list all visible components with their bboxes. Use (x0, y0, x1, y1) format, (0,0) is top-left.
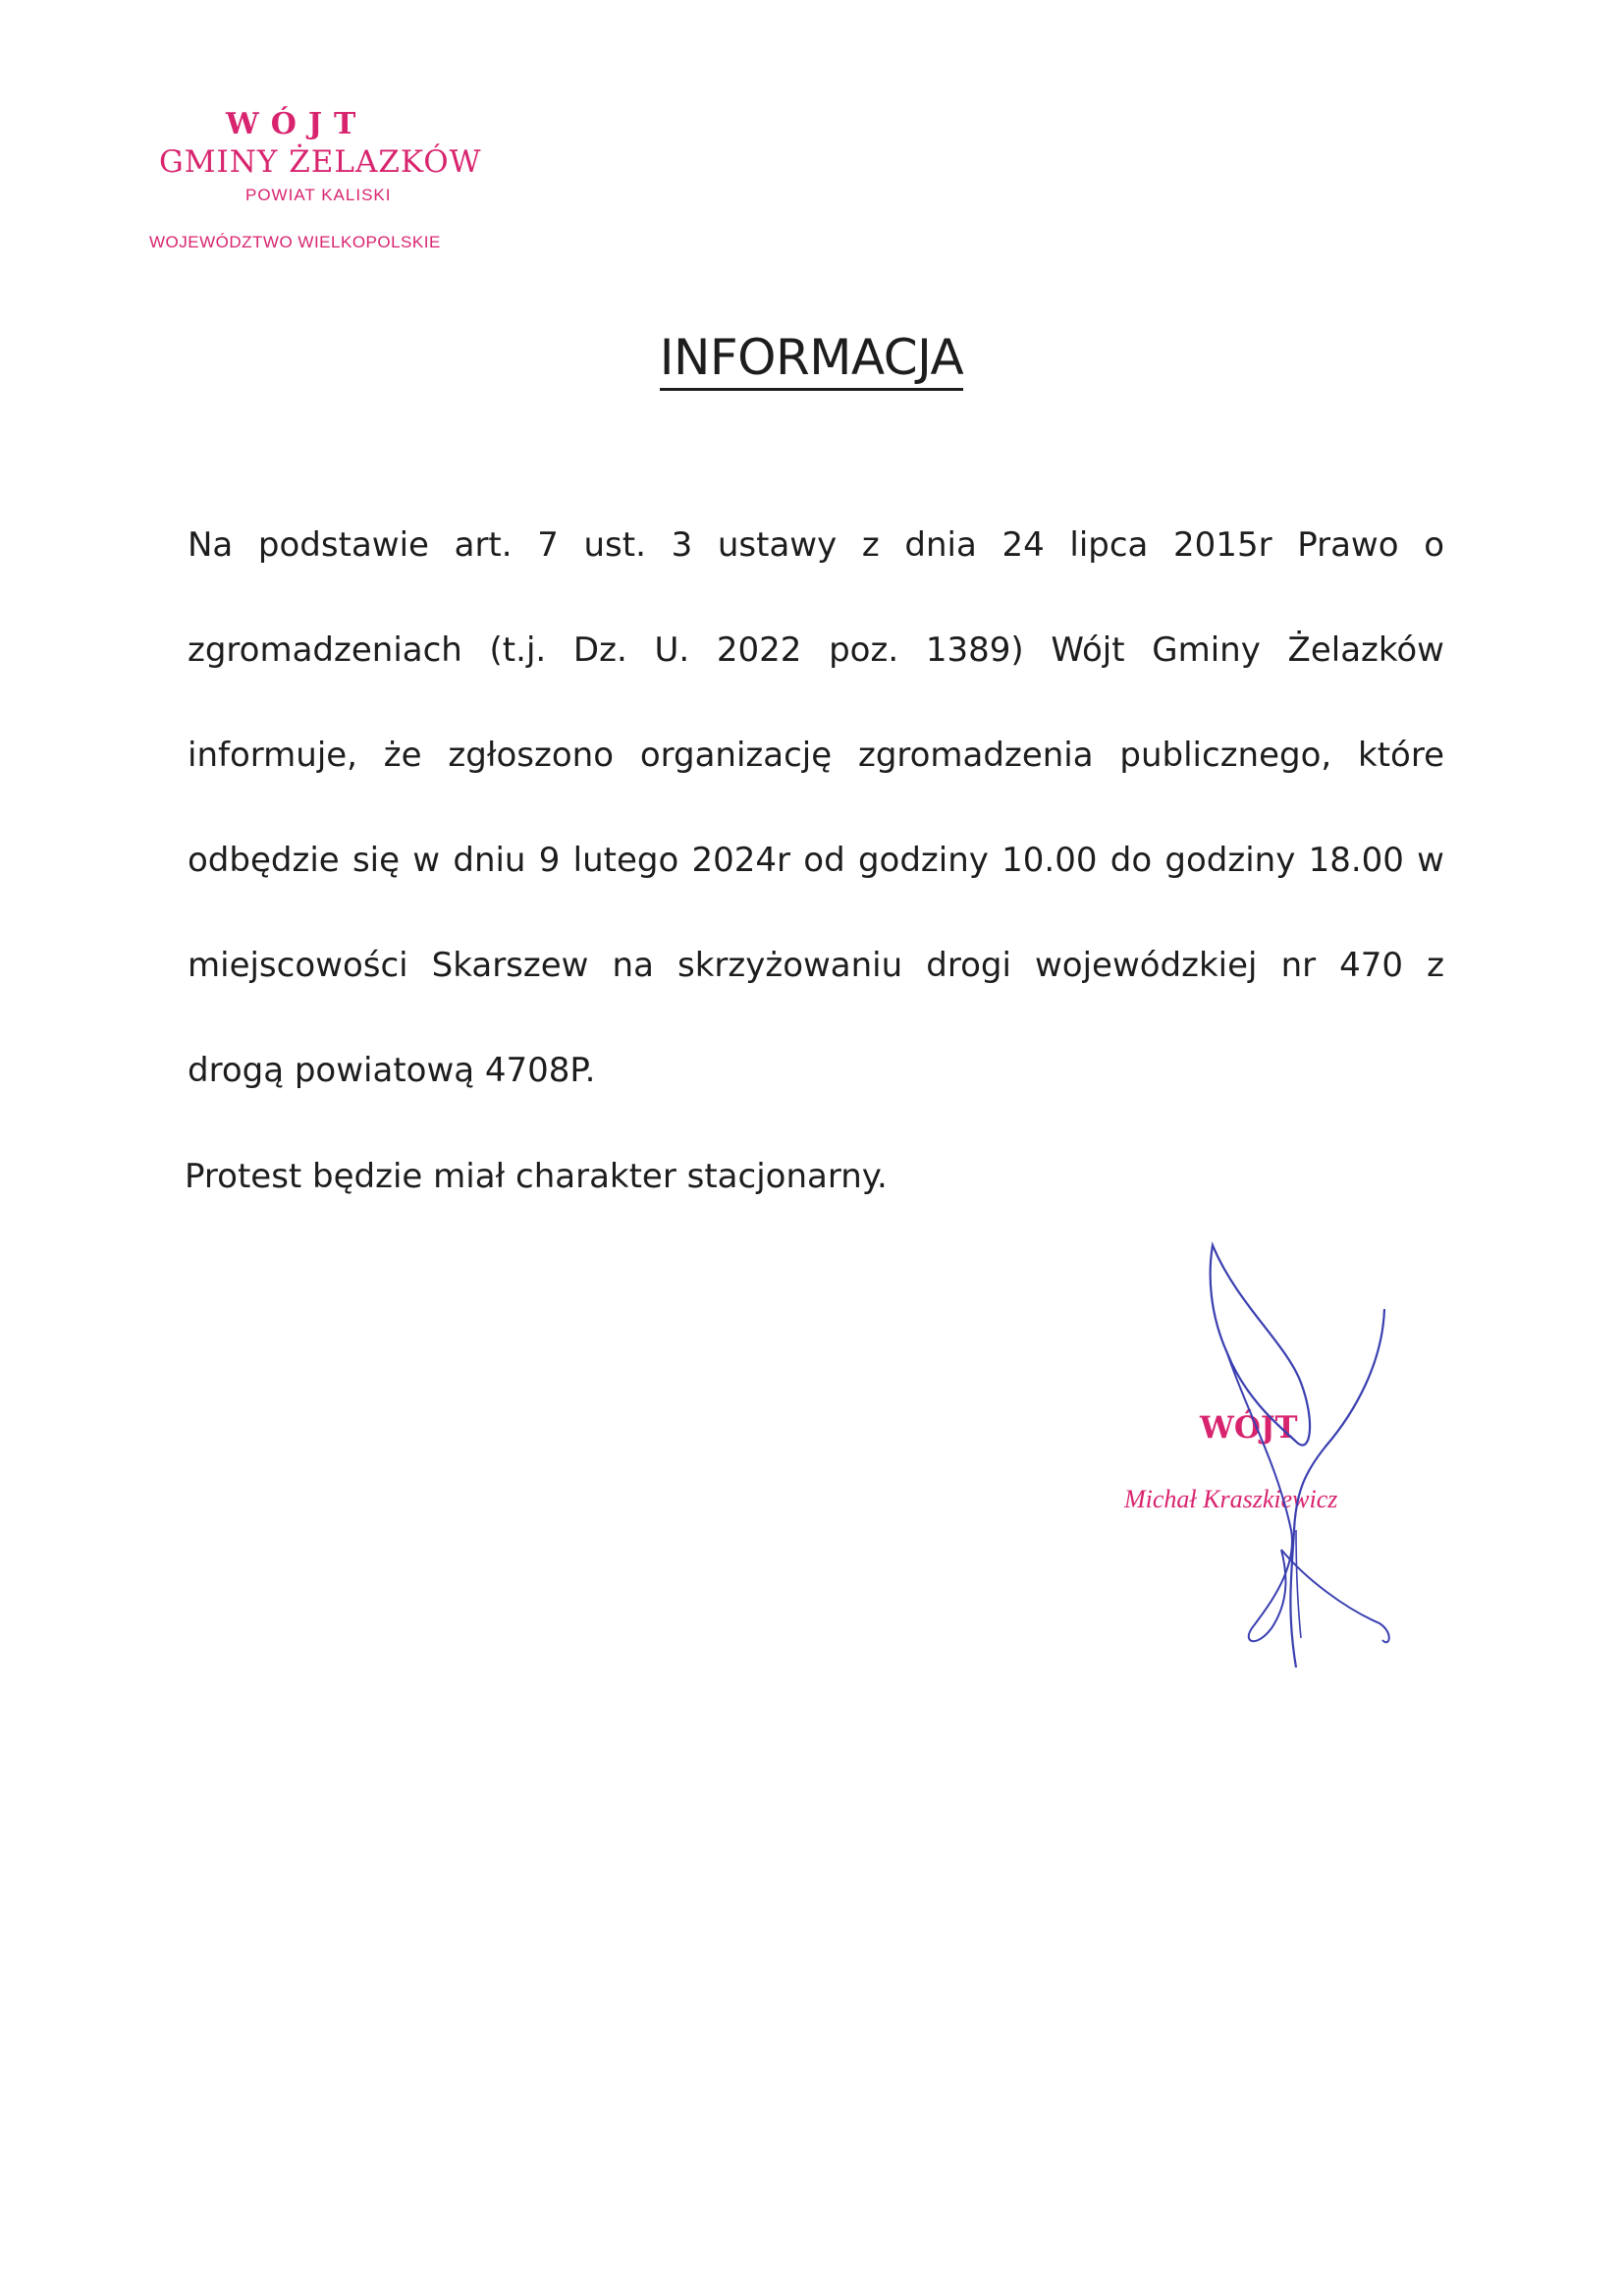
stamp-county: POWIAT KALISKI (245, 186, 392, 204)
signature-stamp-role: WÓJT (1200, 1410, 1298, 1446)
body-paragraph: Na podstawie art. 7 ust. 3 ustawy z dnia 24 lipca 2015r Prawo o zgromadzeniach (t.j. Dz. U. 2022 poz. 1389) Wójt Gminy Żelazków informuje, że zgłoszono organizację zgromadzenia publicznego, które odbędzie się w dniu 9 lutego 2024r od godziny 10.00 do godziny 18.00 w miejscowości Skarszew na skrzyżowaniu drogi wojewódzkiej nr 470 z drogą powiatową 4708P. (188, 525, 1444, 1090)
document-title-text: INFORMACJA (660, 329, 963, 391)
closing-paragraph: Protest będzie miał charakter stacjonarny. (185, 1157, 888, 1196)
document-title (0, 329, 1623, 386)
stamp-voivodeship: WOJEWÓDZTWO WIELKOPOLSKIE (149, 233, 441, 251)
handwritten-signature (1149, 1235, 1404, 1697)
signature-stamp-name: Michał Kraszkiewicz (1124, 1485, 1338, 1513)
stamp-title: WÓJT (226, 107, 368, 141)
stamp-municipality: GMINY ŻELAZKÓW (159, 144, 482, 180)
